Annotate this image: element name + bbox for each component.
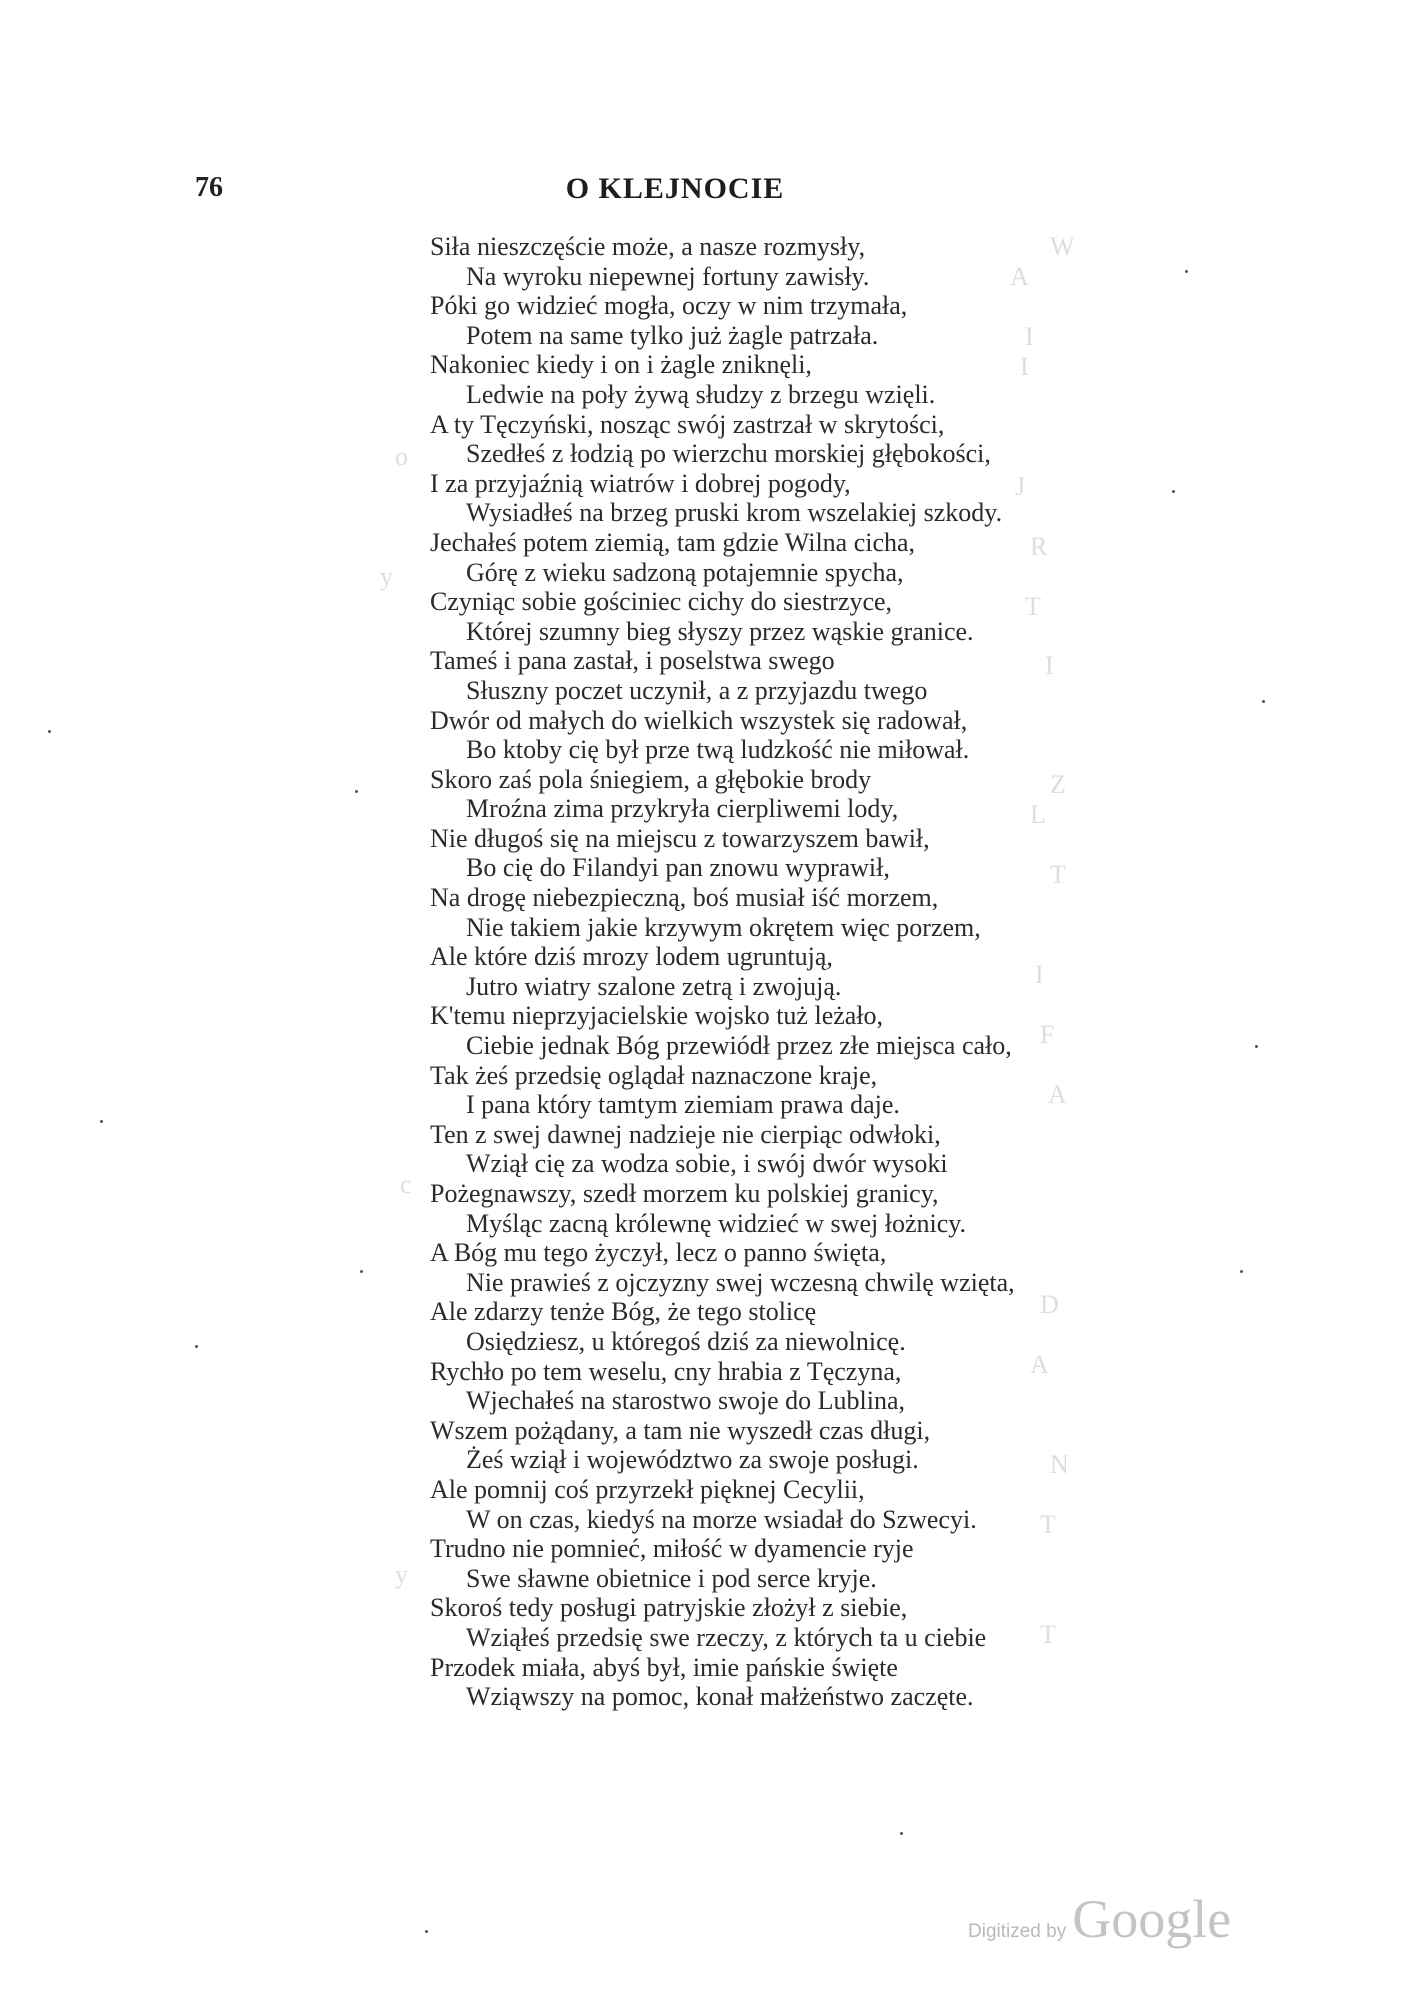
poem-line: Na drogę niebezpieczną, boś musiał iść morzem, — [430, 883, 939, 913]
poem-line: Jutro wiatry szalone zetrą i zwojują. — [466, 971, 842, 1001]
poem-line: Której szumny bieg słyszy przez wąskie granice. — [466, 616, 974, 646]
poem-line: Wziąwszy na pomoc, konał małżeństwo zaczęte. — [466, 1682, 974, 1712]
poem-line: Wziąłeś przedsię swe rzeczy, z których ta u ciebie — [466, 1622, 987, 1652]
poem-line: Ten z swej dawnej nadzieje nie cierpiąc odwłoki, — [430, 1119, 941, 1149]
poem-line: Siła nieszczęście może, a nasze rozmysły, — [430, 232, 866, 261]
running-title: O KLEJNOCIE — [565, 172, 785, 205]
poem-line: Przodek miała, abyś był, imie pańskie święte — [430, 1652, 898, 1682]
poem-line: Nie długoś się na miejscu z towarzyszem bawił, — [430, 823, 930, 853]
poem-line: Jechałeś potem ziemią, tam gdzie Wilna cicha, — [430, 527, 916, 557]
poem-line: Żeś wziął i województwo za swoje posługi. — [466, 1445, 919, 1475]
poem-line: Czyniąc sobie gościniec cichy do siestrzyce, — [430, 587, 893, 617]
poem-body — [430, 232, 1230, 1712]
page-number: 76 — [195, 172, 223, 203]
poem-line: Skoroś tedy posługi patryjskie złożył z siebie, — [430, 1593, 908, 1623]
poem-line: Nie prawieś z ojczyzny swej wczesną chwilę wzięta, — [466, 1267, 1015, 1297]
poem-line: Na wyroku niepewnej fortuny zawisły. — [466, 261, 870, 291]
poem-line: Nie takiem jakie krzywym okrętem więc porzem, — [466, 912, 981, 942]
poem-line: Tameś i pana zastał, i poselstwa swego — [430, 646, 835, 676]
poem-line: W on czas, kiedyś na morze wsiadał do Szwecyi. — [466, 1504, 977, 1534]
poem-line: Dwór od małych do wielkich wszystek się radował, — [430, 705, 968, 735]
poem-line: Osiędziesz, u któregoś dziś za niewolnicę. — [466, 1326, 906, 1356]
poem-line: Mroźna zima przykryła cierpliwemi lody, — [466, 794, 899, 824]
poem-line: Górę z wieku sadzoną potajemnie spycha, — [466, 557, 904, 587]
poem-line: Myśląc zacną królewnę widzieć w swej łożnicy. — [466, 1208, 967, 1238]
poem-line: Tak żeś przedsię oglądał naznaczone kraje, — [430, 1060, 878, 1090]
poem-line: Ale zdarzy tenże Bóg, że tego stolicę — [430, 1297, 817, 1327]
poem-line: Ale które dziś mrozy lodem ugruntują, — [430, 942, 833, 972]
poem-line: Szedłeś z łodzią po wierzchu morskiej głębokości, — [466, 439, 991, 469]
poem-line: Ciebie jednak Bóg przewiódł przez złe miejsca cało, — [466, 1031, 1012, 1061]
digitized-watermark — [968, 1888, 1231, 1948]
watermark-prefix: Digitized by — [968, 1921, 1067, 1942]
google-logo: Google — [1072, 1889, 1232, 1949]
poem-line: Ale pomnij coś przyrzekł pięknej Cecylii, — [430, 1474, 865, 1504]
poem-line: I pana który tamtym ziemiam prawa daje. — [466, 1090, 900, 1120]
poem-line: Rychło po tem weselu, cny hrabia z Tęczyna, — [430, 1356, 902, 1386]
poem-line: Trudno nie pomnieć, miłość w dyamencie ryje — [430, 1534, 914, 1564]
poem-line: Wziął cię za wodza sobie, i swój dwór wysoki — [466, 1149, 948, 1179]
poem-line: Wszem pożądany, a tam nie wyszedł czas długi, — [430, 1415, 931, 1445]
poem-line: Wysiadłeś na brzeg pruski krom wszelakiej szkody. — [466, 498, 1003, 528]
poem-line: Ledwie na poły żywą słudzy z brzegu wzięli. — [466, 379, 936, 409]
poem-line: Słuszny poczet uczynił, a z przyjazdu twego — [466, 675, 928, 705]
poem-line: Wjechałeś na starostwo swoje do Lublina, — [466, 1386, 905, 1416]
poem-line: Póki go widzieć mogła, oczy w nim trzymała, — [430, 291, 908, 321]
poem-line: A Bóg mu tego życzył, lecz o panno święta, — [430, 1238, 887, 1268]
poem-line: Bo ktoby cię był prze twą ludzkość nie miłował. — [466, 735, 970, 765]
poem-line: Swe sławne obietnice i pod serce kryje. — [466, 1563, 877, 1593]
poem-line: I za przyjaźnią wiatrów i dobrej pogody, — [430, 468, 851, 498]
poem-line: K'temu nieprzyjacielskie wojsko tuż leżało, — [430, 1001, 884, 1031]
poem-line: A ty Tęczyński, nosząc swój zastrzał w skrytości, — [430, 409, 945, 439]
poem-line: Bo cię do Filandyi pan znowu wyprawił, — [466, 853, 890, 883]
scanned-page: 76 O KLEJNOCIE W A I I o J R y T I Z L T I F A c D A N T y T Siła nieszczęście może, a nasze rozmysły, Na wyroku niepewnej fortuny zawisły. Póki go widzieć mogła, oczy w nim trzymała, Potem na same tylko już żagle patrzała. Nakoniec kiedy i on i żagle zniknęli, Ledwie na poły żywą słudzy z brzegu wzięli. A ty Tęczyński, nosząc swój zastrzał w skrytości, Szedłeś z łodzią po wierzchu morskiej głębokości, I za przyjaźnią wiatrów i dobrej pogody, Wysiadłeś na brzeg pruski krom wszelakiej szkody. Jechałeś potem ziemią, tam gdzie Wilna cicha, Górę z wieku sadzoną potajemnie spycha, Czyniąc sobie gościniec cichy do siestrzyce, Której szumny bieg słyszy przez wąskie granice. Tameś i pana zastał, i poselstwa swego Słuszny poczet uczynił, a z przyjazdu twego Dwór od małych do wielkich wszystek się radował, Bo ktoby cię był prze twą ludzkość nie miłował. Skoro zaś pola śniegiem, a głębokie brody Mroźna zima przykryła cierpliwemi lody, Nie długoś się na miejscu z towarzyszem bawił, Bo cię do Filandyi pan znowu wyprawił, Na drogę niebezpieczną, boś musiał iść morzem, Nie takiem jakie krzywym okrętem więc porzem, Ale które dziś mrozy lodem ugruntują, Jutro wiatry szalone zetrą i zwojują. K'temu nieprzyjacielskie wojsko tuż leżało, Ciebie jednak Bóg przewiódł przez złe miejsca cało, Tak żeś przedsię oglądał naznaczone kraje, I pana który tamtym ziemiam prawa daje. Ten z swej dawnej nadzieje nie cierpiąc odwłoki, Wziął cię za wodza sobie, i swój dwór wysoki Pożegnawszy, szedł morzem ku polskiej granicy, Myśląc zacną królewnę widzieć w swej łożnicy. A Bóg mu tego życzył, lecz o panno święta, Nie prawieś z ojczyzny swej wczesną chwilę wzięta, Ale zdarzy tenże Bóg, że tego stolicę Osiędziesz, u któregoś dziś za niewolnicę. Rychło po tem weselu, cny hrabia z Tęczyna, Wjechałeś na starostwo swoje do Lublina, Wszem pożądany, a tam nie wyszedł czas długi, Żeś wziął i województwo za swoje posługi. Ale pomnij coś przyrzekł pięknej Cecylii, W on czas, kiedyś na morze wsiadał do Szwecyi. Trudno nie pomnieć, miłość w dyamencie ryje Swe sławne obietnice i pod serce kryje. Skoroś tedy posługi patryjskie złożył z siebie, Wziąłeś przedsię swe rzeczy, z których ta u ciebie Przodek miała, abyś był, imie pańskie święte Wziąwszy na pomoc, konał małżeństwo zaczęte. Digitized by Google — [0, 0, 1402, 1993]
poem-line: Nakoniec kiedy i on i żagle zniknęli, — [430, 350, 812, 380]
page-header — [195, 172, 1155, 212]
poem-line: Pożegnawszy, szedł morzem ku polskiej granicy, — [430, 1179, 939, 1208]
poem-line: Skoro zaś pola śniegiem, a głębokie brody — [430, 764, 872, 794]
poem-line: Potem na same tylko już żagle patrzała. — [466, 320, 879, 350]
